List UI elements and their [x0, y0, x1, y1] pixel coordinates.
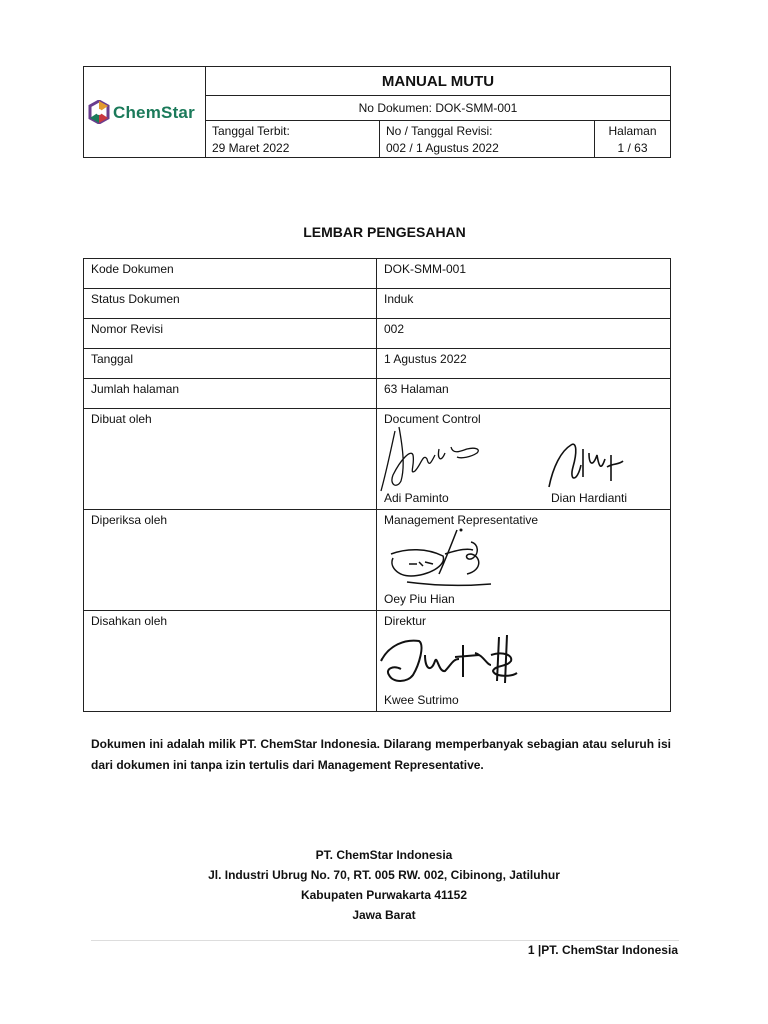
- table-row: [84, 259, 671, 289]
- row-label: Jumlah halaman: [84, 379, 377, 409]
- logo-cell: [84, 67, 206, 158]
- company-address: [83, 845, 685, 925]
- issue-date-cell: [206, 121, 380, 158]
- row-value: 1 Agustus 2022: [377, 349, 671, 379]
- chemstar-logo: [88, 100, 205, 124]
- row-value: 63 Halaman: [377, 379, 671, 409]
- document-header: [83, 66, 671, 158]
- sheet-title: LEMBAR PENGESAHAN: [303, 224, 466, 240]
- company-name: PT. ChemStar Indonesia: [315, 848, 453, 862]
- signature-cell: [377, 409, 671, 510]
- page-number: 1 / 63: [617, 141, 648, 155]
- row-value: 002: [377, 319, 671, 349]
- issue-date: 29 Maret 2022: [212, 141, 290, 155]
- page-label: Halaman: [608, 124, 657, 138]
- page-footer: 1 |PT. ChemStar Indonesia: [527, 943, 678, 957]
- document-number: No Dokumen: DOK-SMM-001: [206, 96, 671, 121]
- row-label: Disahkan oleh: [84, 611, 377, 712]
- signer-name: Kwee Sutrimo: [384, 693, 459, 707]
- table-row: [84, 319, 671, 349]
- row-value: DOK-SMM-001: [377, 259, 671, 289]
- signer-role: Management Representative: [384, 513, 539, 527]
- signature-kwee-sutrimo: [379, 625, 529, 687]
- signer-role: Direktur: [384, 614, 427, 628]
- row-label: Kode Dokumen: [84, 259, 377, 289]
- signer-name: Oey Piu Hian: [384, 592, 455, 606]
- signature-cell: [377, 510, 671, 611]
- signature-dian-hardianti: [547, 437, 627, 493]
- revision-cell: [380, 121, 595, 158]
- signature-row-approved-by: [84, 611, 671, 712]
- manual-title: MANUAL MUTU: [206, 67, 671, 96]
- table-row: [84, 349, 671, 379]
- approval-table: [83, 258, 671, 712]
- footer-divider: [91, 940, 679, 941]
- table-row: [84, 379, 671, 409]
- chemstar-hexagon-logo-icon: [88, 100, 110, 124]
- revision-value: 002 / 1 Agustus 2022: [386, 141, 499, 155]
- row-label: Status Dokumen: [84, 289, 377, 319]
- row-label: Nomor Revisi: [84, 319, 377, 349]
- page-cell: [595, 121, 671, 158]
- signature-row-checked-by: [84, 510, 671, 611]
- address-regency: Kabupaten Purwakarta 41152: [300, 888, 468, 902]
- row-label: Dibuat oleh: [84, 409, 377, 510]
- row-value: Induk: [377, 289, 671, 319]
- logo-text: ChemStar: [113, 102, 195, 122]
- signer-role: Document Control: [384, 412, 481, 426]
- signer-name: Dian Hardianti: [551, 491, 628, 505]
- table-row: [84, 289, 671, 319]
- address-street: Jl. Industri Ubrug No. 70, RT. 005 RW. 002, Cibinong, Jatiluhur: [208, 868, 560, 882]
- row-label: Tanggal: [84, 349, 377, 379]
- signature-adi-paminto: [377, 419, 487, 494]
- row-label: Diperiksa oleh: [84, 510, 377, 611]
- ownership-notice: Dokumen ini adalah milik PT. ChemStar Indonesia. Dilarang memperbanyak sebagian atau seluruh isi dari dokumen ini tanpa izin tertulis dari Management Representative.: [91, 737, 671, 772]
- issue-date-label: Tanggal Terbit:: [212, 124, 290, 138]
- revision-label: No / Tanggal Revisi:: [386, 124, 493, 138]
- signature-oey-piu-hian: [387, 526, 497, 588]
- address-province: Jawa Barat: [352, 908, 416, 922]
- signature-cell: [377, 611, 671, 712]
- signature-row-made-by: [84, 409, 671, 510]
- signer-name: Adi Paminto: [384, 491, 449, 505]
